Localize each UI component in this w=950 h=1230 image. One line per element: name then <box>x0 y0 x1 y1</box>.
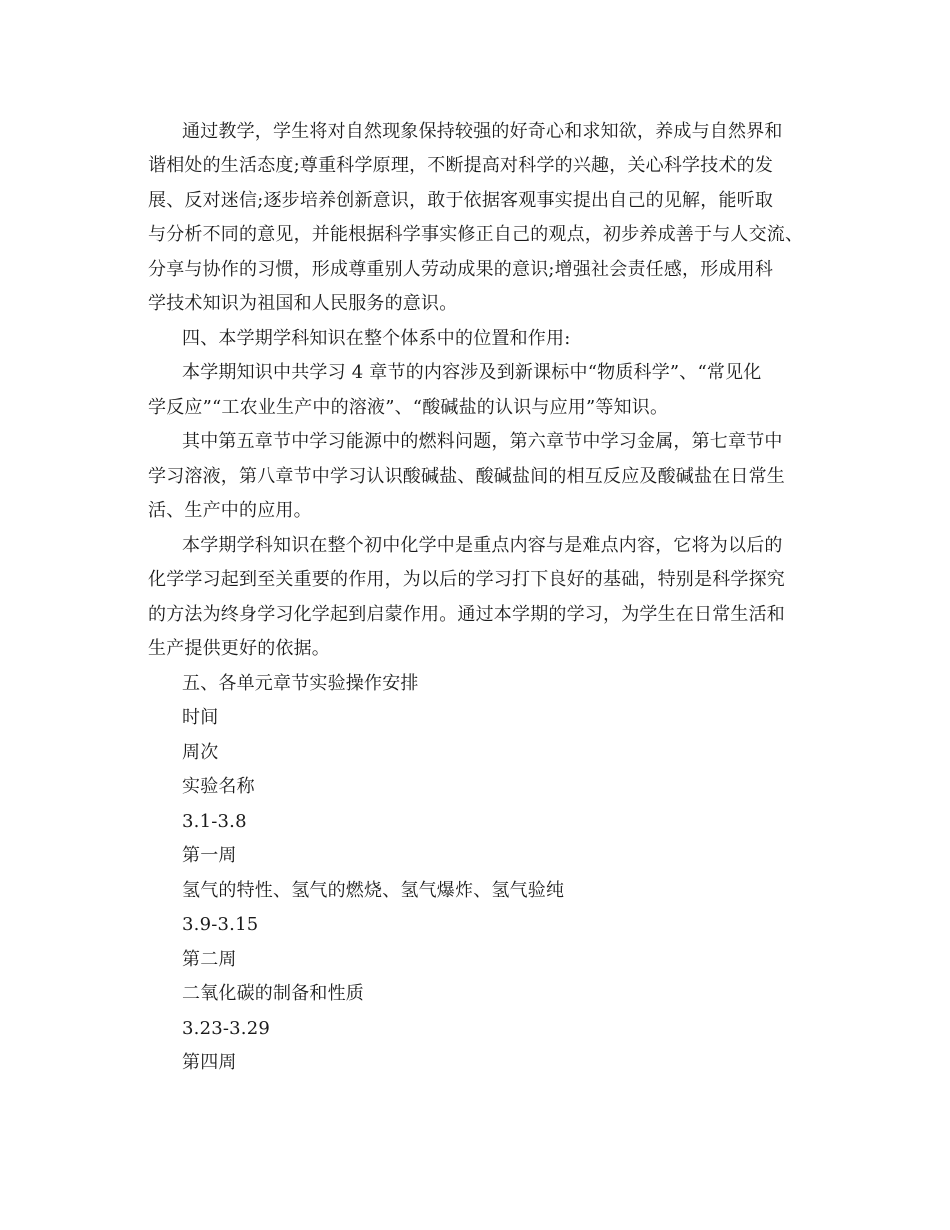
table-cell: 实验名称 <box>182 776 255 797</box>
paragraph-line: 分享与协作的习惯，形成尊重别人劳动成果的意识;增强社会责任感，形成用科 <box>148 259 774 280</box>
paragraph-line: 谐相处的生活态度;尊重科学原理，不断提高对科学的兴趣，关心科学技术的发 <box>148 155 774 176</box>
table-cell: 3.9-3.15 <box>182 914 259 935</box>
table-cell: 3.1-3.8 <box>182 811 247 832</box>
paragraph-line: 的方法为终身学习化学起到启蒙作用。通过本学期的学习，为学生在日常生活和 <box>148 604 785 625</box>
paragraph-line: 本学期学科知识在整个初中化学中是重点内容与是难点内容，它将为以后的 <box>182 535 783 556</box>
table-cell: 周次 <box>182 742 219 763</box>
paragraph-line: 化学学习起到至关重要的作用，为以后的学习打下良好的基础，特别是科学探究 <box>148 569 785 590</box>
paragraph-line: 与分析不同的意见，并能根据科学事实修正自己的观点，初步养成善于与人交流、 <box>148 224 804 245</box>
table-cell: 第四周 <box>182 1052 237 1073</box>
paragraph-line: 本学期知识中共学习 4 章节的内容涉及到新课标中“物质科学”、“常见化 <box>182 362 762 383</box>
paragraph-line: 生产提供更好的依据。 <box>148 638 330 659</box>
table-cell: 3.23-3.29 <box>182 1018 271 1039</box>
table-cell: 时间 <box>182 707 219 728</box>
paragraph-line: 学习溶液，第八章节中学习认识酸碱盐、酸碱盐间的相互反应及酸碱盐在日常生 <box>148 466 785 487</box>
table-cell: 第一周 <box>182 845 237 866</box>
section-heading: 四、本学期学科知识在整个体系中的位置和作用: <box>182 328 571 349</box>
paragraph-line: 通过教学，学生将对自然现象保持较强的好奇心和求知欲，养成与自然界和 <box>182 121 783 142</box>
paragraph-line: 展、反对迷信;逐步培养创新意识，敢于依据客观事实提出自己的见解，能听取 <box>148 190 774 211</box>
table-cell: 氢气的特性、氢气的燃烧、氢气爆炸、氢气验纯 <box>182 880 565 901</box>
paragraph-line: 活、生产中的应用。 <box>148 500 312 521</box>
table-cell: 二氧化碳的制备和性质 <box>182 983 364 1004</box>
section-heading: 五、各单元章节实验操作安排 <box>182 673 419 694</box>
table-cell: 第二周 <box>182 949 237 970</box>
paragraph-line: 学技术知识为祖国和人民服务的意识。 <box>148 293 458 314</box>
paragraph-line: 其中第五章节中学习能源中的燃料问题，第六章节中学习金属，第七章节中 <box>182 431 783 452</box>
paragraph-line: 学反应”“工农业生产中的溶液”、“酸碱盐的认识与应用”等知识。 <box>148 397 669 418</box>
